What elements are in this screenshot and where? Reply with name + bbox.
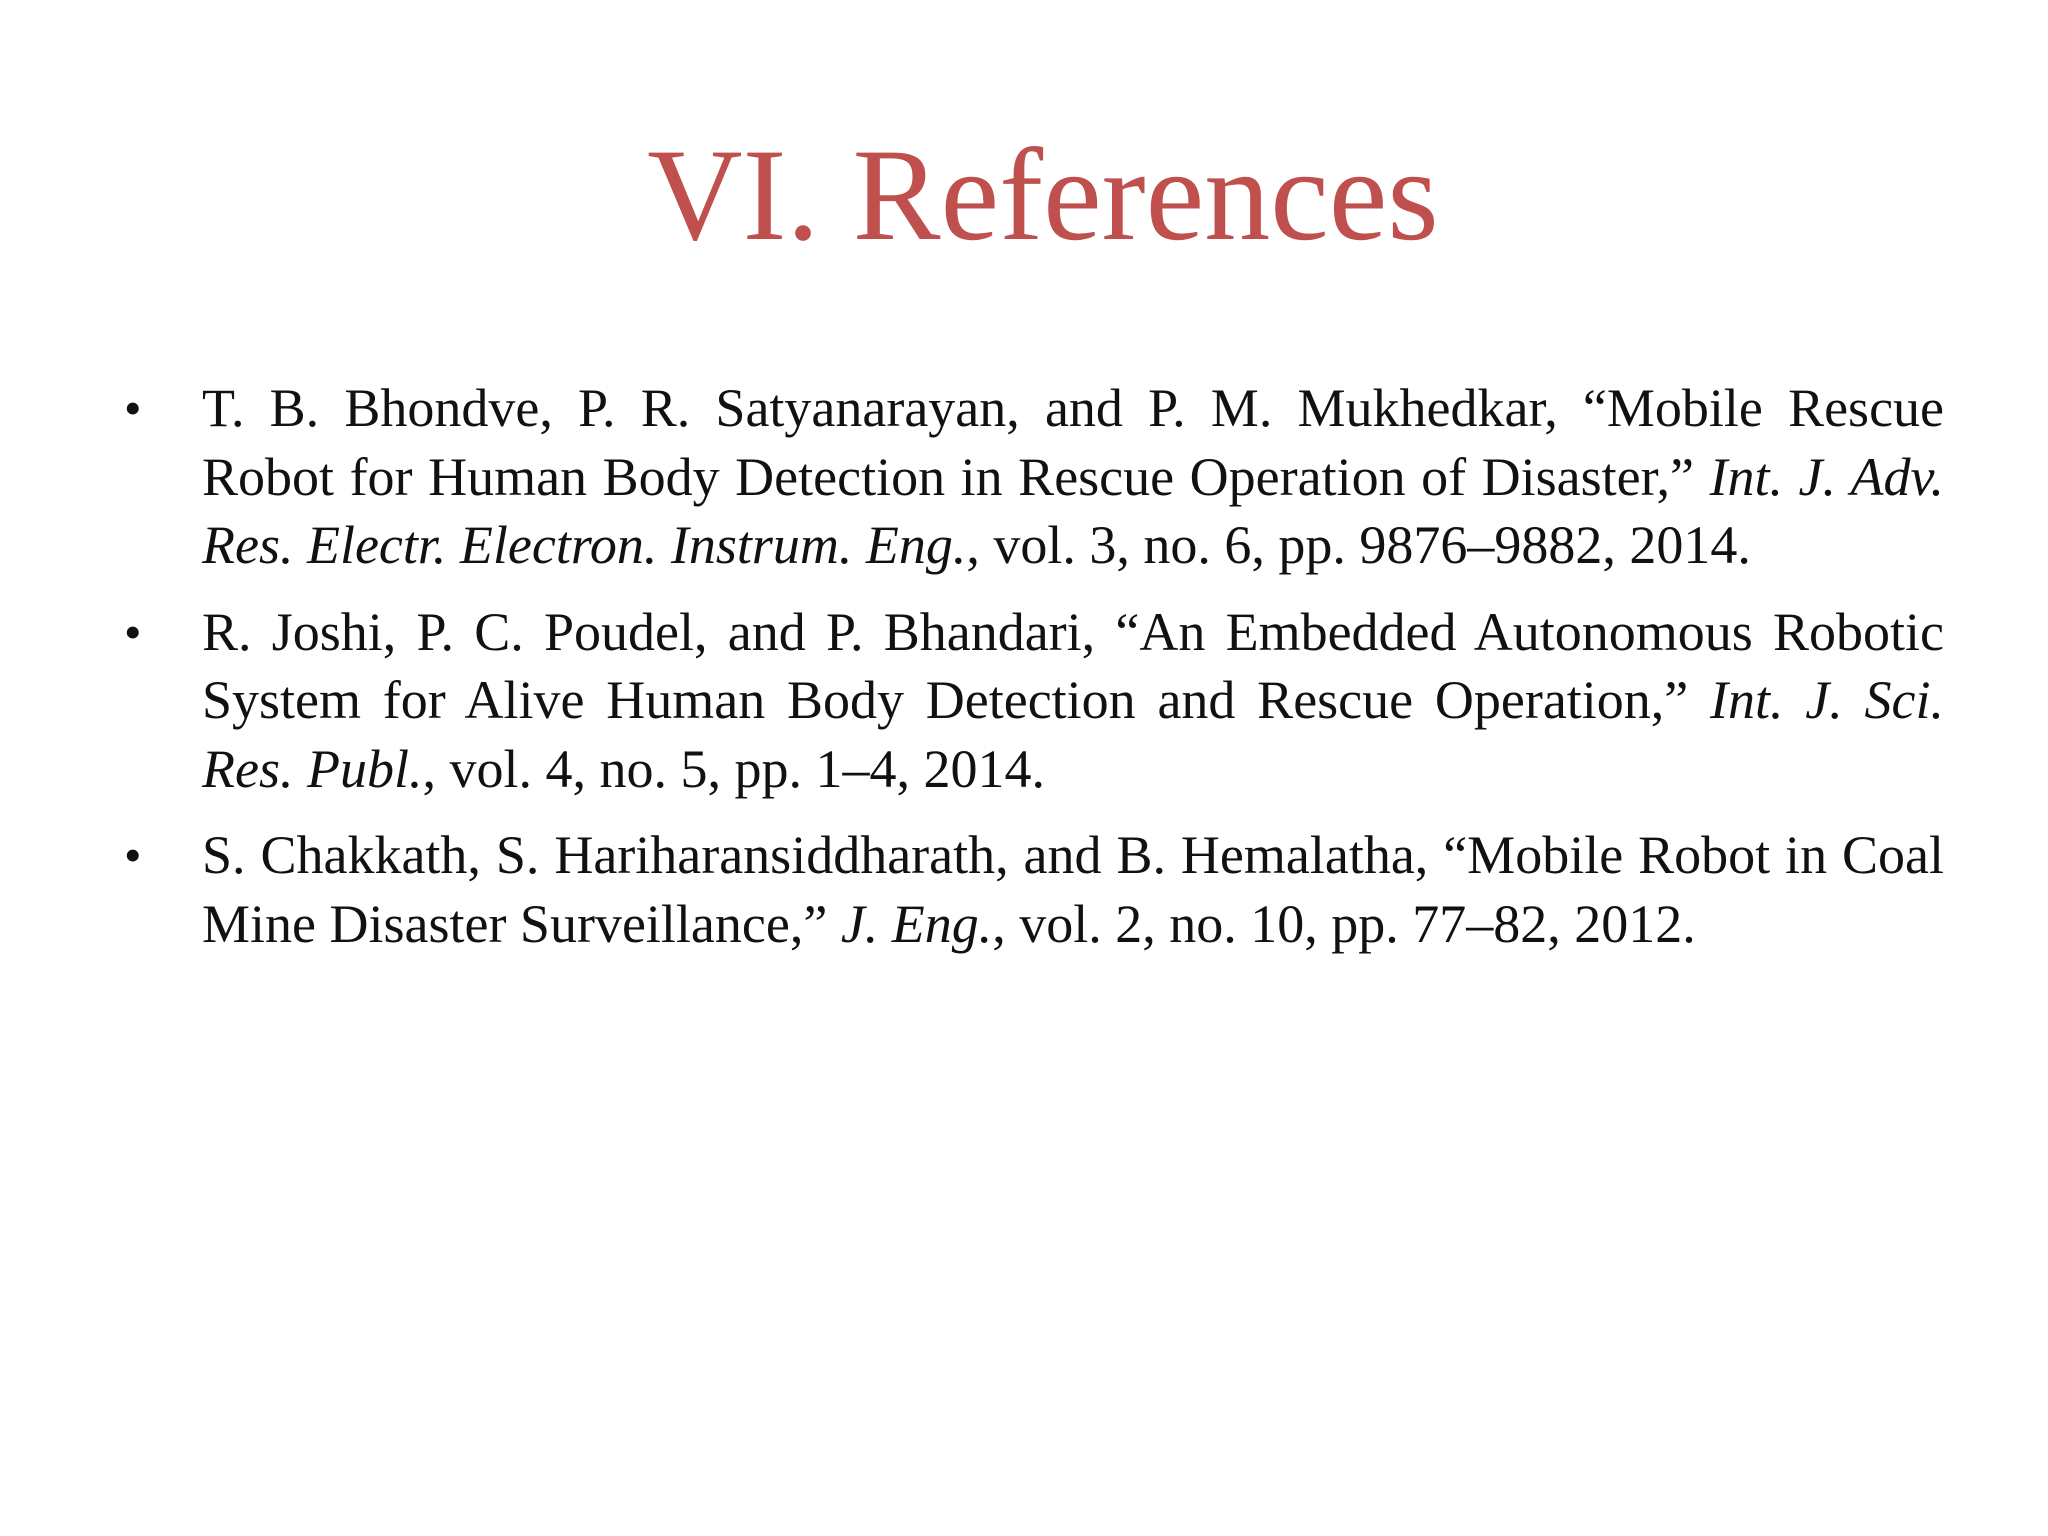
reference-authors-title: T. B. Bhondve, P. R. Satyanarayan, and P. M. Mukhedkar, “Mobile Rescue Robot for Human Body Detection in Rescue Operation of Disaster,” xyxy=(202,378,1944,507)
reference-authors-title: R. Joshi, P. C. Poudel, and P. Bhandari, “An Embedded Autonomous Robotic System for Alive Human Body Detection and Rescue Operation,” xyxy=(202,601,1944,730)
reference-authors-title: S. Chakkath, S. Hariharansiddharath, and B. Hemalatha, “Mobile Robot in Coal Mine Disaster Surveillance,” xyxy=(202,825,1944,954)
bullet-icon: • xyxy=(124,603,142,660)
slide-title: VI. References xyxy=(647,121,1439,268)
reference-item xyxy=(120,821,1944,958)
reference-journal: J. Eng. xyxy=(840,893,993,954)
reference-journal: Int. J. Adv. Res. Electr. Electron. Instrum. Eng. xyxy=(202,446,1944,575)
reference-details: , vol. 4, no. 5, pp. 1–4, 2014. xyxy=(422,738,1045,799)
reference-details: , vol. 3, no. 6, pp. 9876–9882, 2014. xyxy=(966,515,1751,575)
bullet-icon: • xyxy=(124,380,142,436)
reference-list xyxy=(120,374,1944,976)
reference-journal: Int. J. Sci. Res. Publ. xyxy=(202,670,1944,799)
reference-details: , vol. 2, no. 10, pp. 77–82, 2012. xyxy=(992,893,1696,954)
reference-item xyxy=(120,374,1944,580)
bullet-icon: • xyxy=(124,827,142,883)
reference-item xyxy=(120,598,1944,804)
